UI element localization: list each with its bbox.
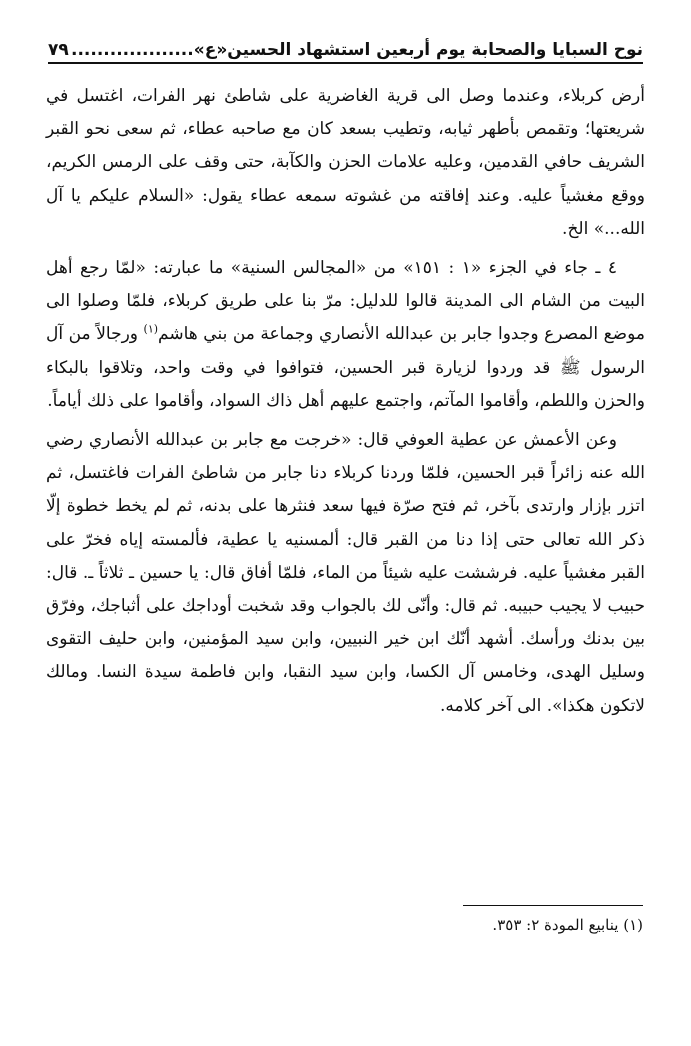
header-rule <box>48 62 643 64</box>
paragraph-2 <box>46 252 645 418</box>
running-title: نوح السبايا والصحابة يوم أربعين استشهاد الحسين«ع»................... <box>71 40 643 60</box>
paragraph-3: وعن الأعمش عن عطية العوفي قال: «خرجت مع جابر بن عبدالله الأنصاري رضي الله عنه زائراً قبر الحسين، فلمّا وردنا كربلاء دنا جابر من شاطئ الفرات فاغتسل، ثم اتزر بإزار وارتدى بآخر، ثم فتح صرّة فيها سعد فنثرها على بدنه، ثم لم يخط خطوة إلّا ذكر الله تعالى حتى إذا دنا من القبر قال: ألمسنيه يا عطية، فألمسته إياه فخرّ على القبر مغشياً عليه. فرششت عليه شيئاً من الماء، فلمّا أفاق قال: يا حسين ـ ثلاثاً ـ. قال: حبيب لا يجيب حبيبه. ثم قال: وأنّى لك بالجواب وقد شخبت أوداجك على أثباجك، وفرّق بين بدنك ورأسك. أشهد أنّك ابن خير النبيين، وابن سيد المؤمنين، وابن حليف التقوى وسليل الهدى، وخامس آل الكسا، وابن سيد النقبا، وابن فاطمة سيدة النسا. ومالك لاتكون هكذا». الى آخر كلامه. <box>46 430 645 716</box>
footnote-rule <box>463 905 643 906</box>
page-number: ٧٩ <box>48 40 69 60</box>
footnote-marker: (١) <box>143 322 159 336</box>
paragraph-2-part-1: ٤ ـ جاء في الجزء «١ : ١٥١» من «المجالس السنية» ما عبارته: «لمّا رجع أهل البيت من الشام الى المدينة قالوا للدليل: مرّ بنا على طريق كربلاء، فلمّا وصلوا الى موضع المصرع وجدوا جابر بن عبدالله الأنصاري وجماعة من بني هاشم <box>46 258 645 345</box>
paragraph-2-part-2: ورجالاً من آل الرسول ﷺ قد وردوا لزيارة قبر الحسين، فتوافوا في وقت واحد، وتلاقوا بالبكاء والحزن واللطم، وأقاموا المآتم، واجتمع عليهم أهل ذاك السواد، وأقاموا على ذلك أياماً. <box>46 324 645 411</box>
body-text <box>46 80 645 723</box>
paragraph-1: أرض كربلاء، وعندما وصل الى قرية الغاضرية على شاطئ نهر الفرات، اغتسل في شريعتها؛ وتقمص بأطهر ثيابه، وتطيب بسعد كان مع صاحبه عطاء، ثم سعى نحو القبر الشريف حافي القدمين، وعليه علامات الحزن والكآبة، حتى وقف على الرمس الكريم، ووقع مغشياً عليه. وعند إفاقته من غشوته سمعه عطاء يقول: «السلام عليكم يا آل الله...» الخ. <box>46 86 645 239</box>
footnote: (١) ينابيع المودة ٢: ٣٥٣. <box>492 916 643 934</box>
running-header <box>48 30 643 60</box>
leader-dots: ................... <box>71 40 194 60</box>
